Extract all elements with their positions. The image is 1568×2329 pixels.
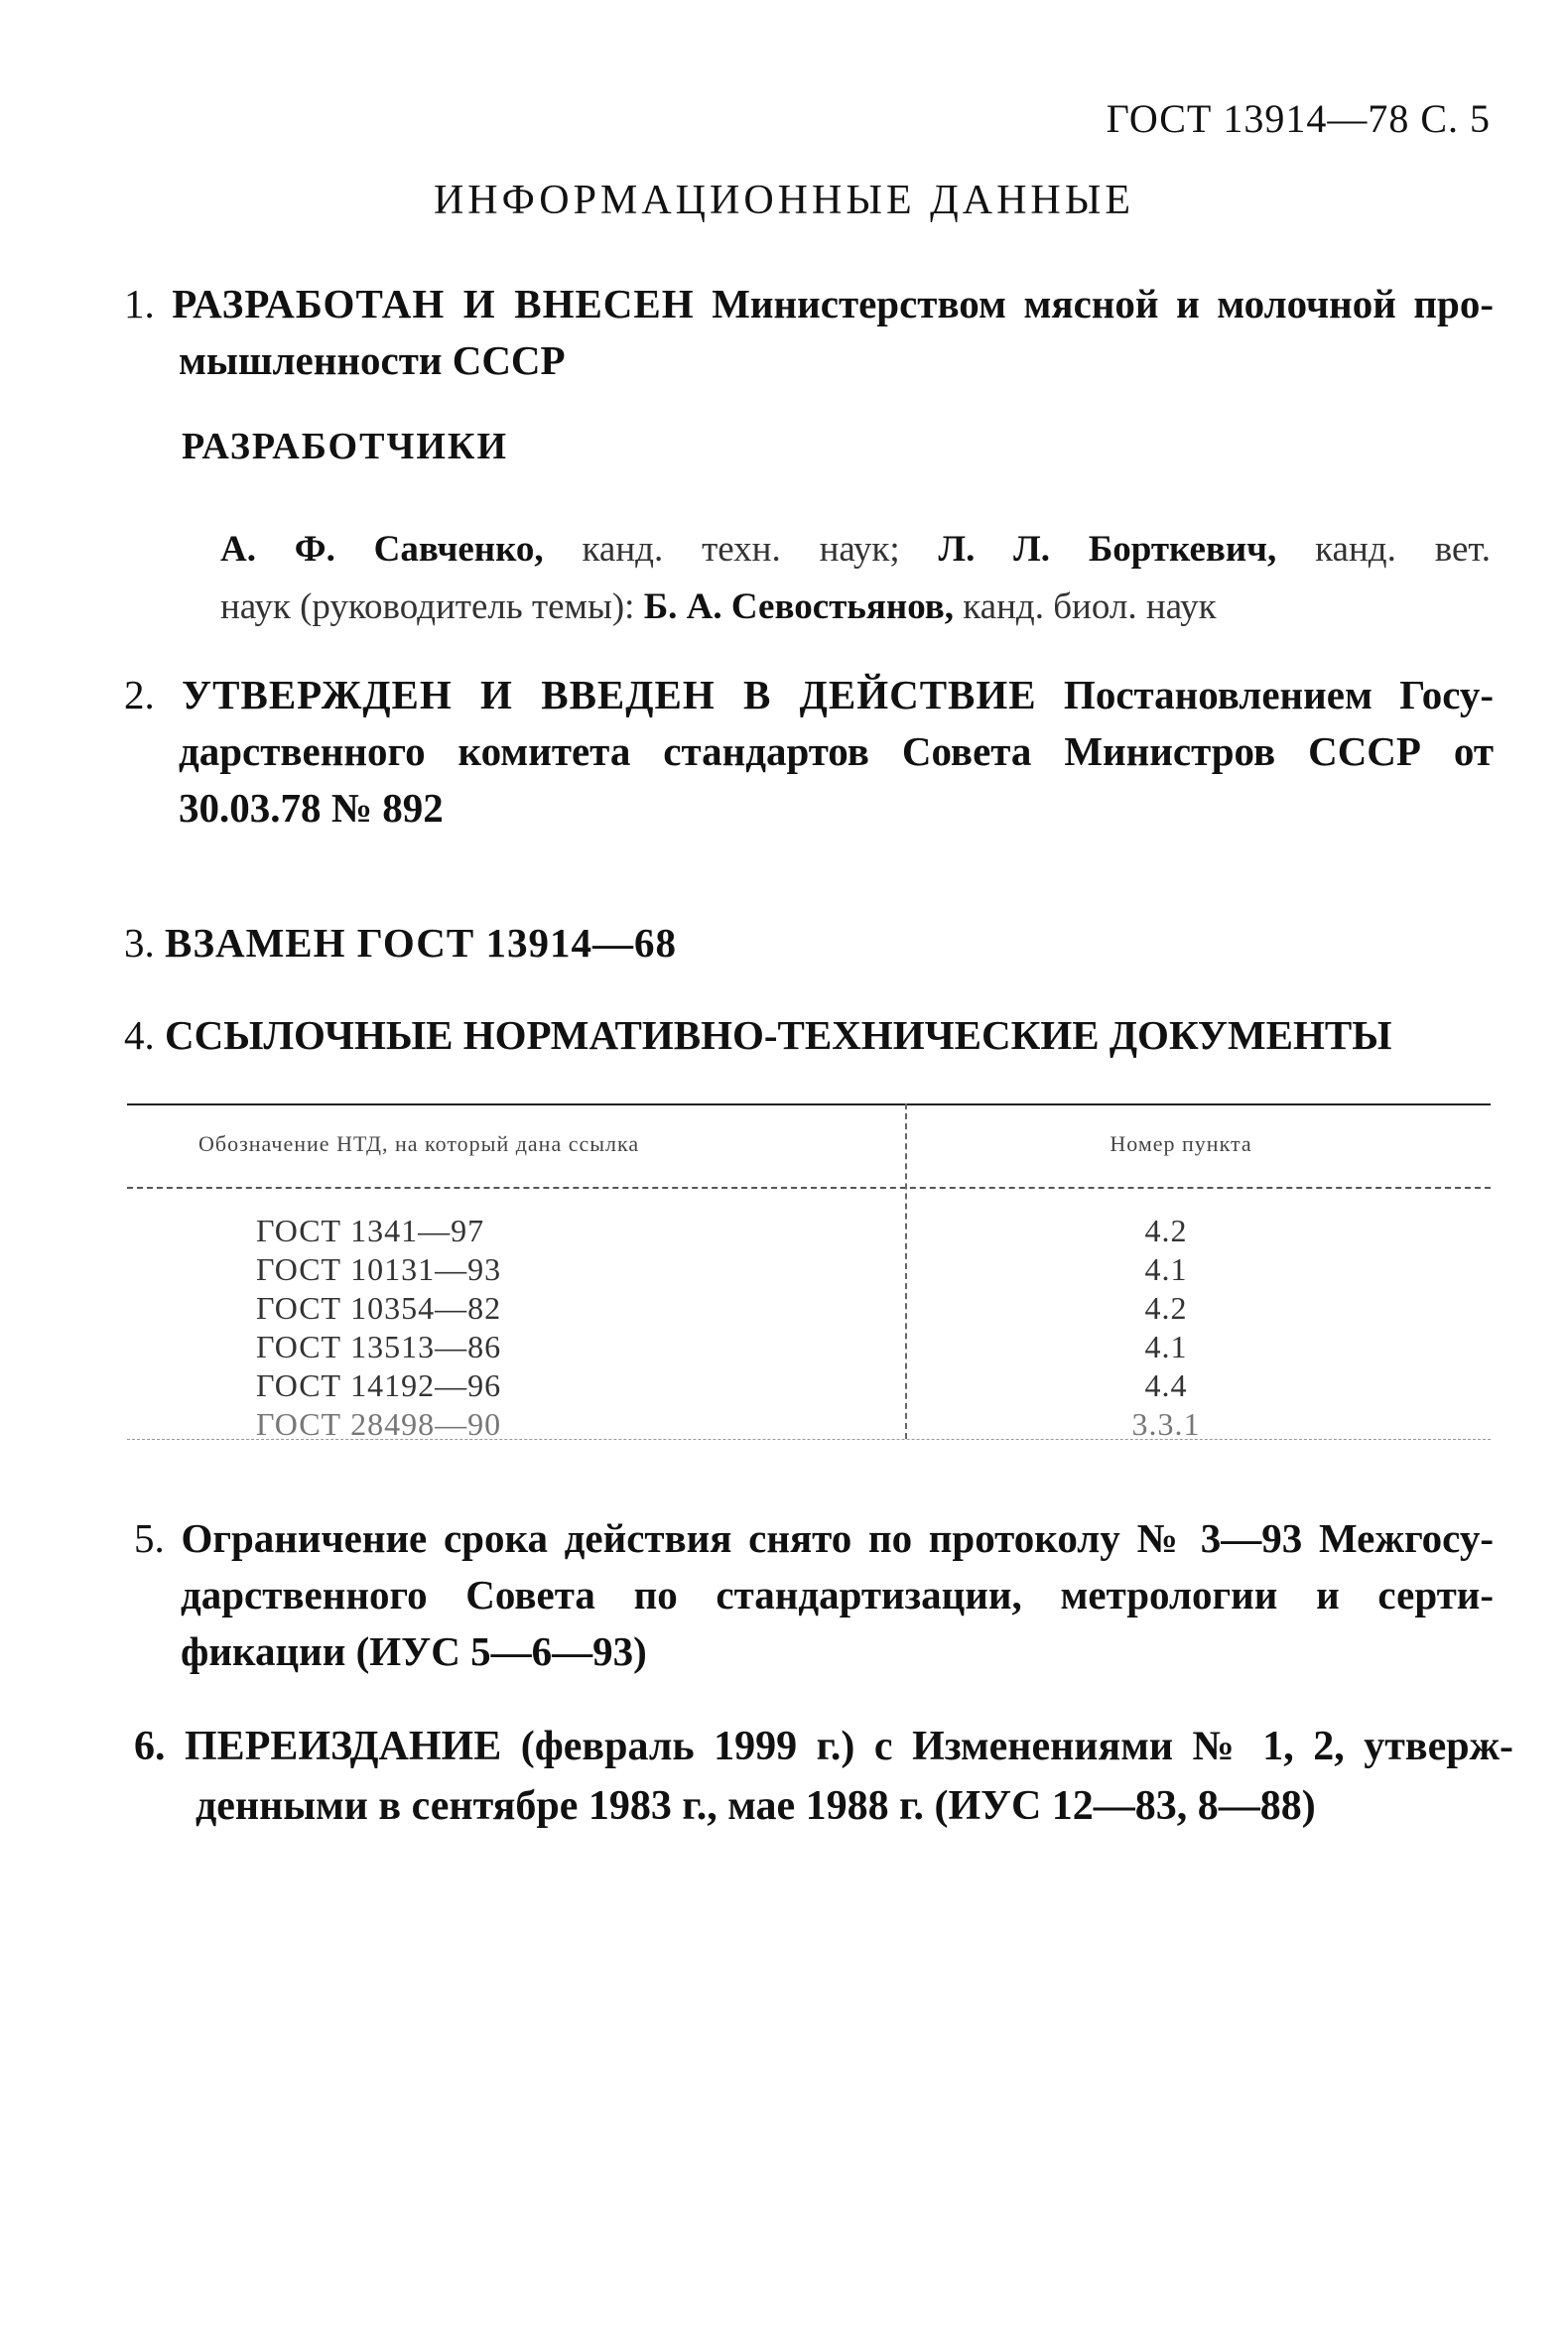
developers-line-1 [220,521,1491,579]
table-cell-document: ГОСТ 10354—82 [256,1290,502,1326]
section-5-line-2: дарственного Совета по стандартизации, метрологии и серти- [181,1572,1494,1617]
section-6-number: 6. [134,1724,166,1769]
table-cell-document: ГОСТ 28498—90 [256,1406,502,1442]
page-header: ГОСТ 13914—78 С. 5 [1106,96,1491,141]
table-top-rule [127,1103,1491,1105]
table-cell-document: ГОСТ 1341—97 [256,1213,485,1248]
developers-list [220,521,1491,636]
section-4-number: 4. [124,1012,155,1058]
section-6-line-1 [134,1717,1513,1776]
section-1-line-1 [124,276,1494,332]
developer-degree-3: канд. биол. наук [963,586,1217,627]
section-4 [124,1007,1392,1064]
table-cell-point: 4.2 [1144,1290,1188,1326]
table-header-document: Обозначение НТД, на который дана ссылка [198,1131,640,1156]
section-3 [124,915,677,971]
table-bottom-rule [127,1439,1491,1440]
developers-line-2 [220,579,1491,636]
section-6-line-2: денными в сентябре 1983 г., мае 1988 г. (ИУС 12—83, 8—88) [196,1783,1316,1829]
table-column-separator [905,1103,907,1439]
section-1-heading: РАЗРАБОТАН И ВНЕСЕН [172,281,695,326]
section-1-line-2: мышленности СССР [179,337,566,383]
table-cell-point: 4.1 [1144,1329,1188,1364]
section-5-line-3: фикации (ИУС 5—6—93) [181,1628,647,1674]
section-1-text: Министерством мясной и молочной про- [712,281,1495,326]
section-5-number: 5. [134,1515,165,1561]
developer-degree-2: канд. вет. [1315,529,1492,570]
section-5-line-1 [134,1510,1494,1567]
section-2-number: 2. [124,672,155,717]
table-cell-point: 4.2 [1144,1213,1188,1248]
developers-heading: РАЗРАБОТЧИКИ [182,426,509,467]
section-6-text-1: ПЕРЕИЗДАНИЕ (февраль 1999 г.) с Изменениями № 1, 2, утверж- [185,1724,1514,1769]
table-cell-document: ГОСТ 13513—86 [256,1329,502,1364]
table-cell-document: ГОСТ 14192—96 [256,1367,502,1403]
section-2-line-2: дарственного комитета стандартов Совета Министров СССР от [179,728,1494,774]
section-2-text-1: Постановлением Госу- [1063,672,1495,717]
section-5 [134,1510,1494,1680]
section-5-text-1: Ограничение срока действия снято по протоколу № 3—93 Межгосу- [181,1515,1494,1561]
developer-name-1: А. Ф. Савченко, [220,529,544,570]
developer-degree-1: канд. техн. наук; [582,529,900,570]
table-cell-point: 4.4 [1144,1367,1188,1403]
developer-name-2: Л. Л. Борткевич, [938,529,1277,570]
section-2-line-3: 30.03.78 № 892 [179,785,444,831]
developer-degree-2b: наук (руководитель темы): [220,586,635,627]
section-2-line-1 [124,667,1494,723]
table-cell-point: 4.1 [1144,1251,1188,1287]
developer-name-3: Б. А. Севостьянов, [643,586,955,627]
section-2-heading: УТВЕРЖДЕН И ВВЕДЕН В ДЕЙСТВИЕ [182,672,1037,717]
section-3-number: 3. [124,920,155,966]
section-1-number: 1. [124,281,155,326]
table-cell-document: ГОСТ 10131—93 [256,1251,502,1287]
page-title: ИНФОРМАЦИОННЫЕ ДАННЫЕ [433,178,1135,223]
table-header-point: Номер пункта [1110,1131,1252,1156]
section-2 [124,667,1494,837]
section-1 [124,276,1494,389]
table-header-rule [127,1187,1491,1189]
section-6 [134,1717,1513,1836]
section-3-text: ВЗАМЕН ГОСТ 13914—68 [165,920,677,966]
section-4-text: ССЫЛОЧНЫЕ НОРМАТИВНО-ТЕХНИЧЕСКИЕ ДОКУМЕНТЫ [165,1012,1392,1058]
table-cell-point: 3.3.1 [1131,1406,1201,1442]
